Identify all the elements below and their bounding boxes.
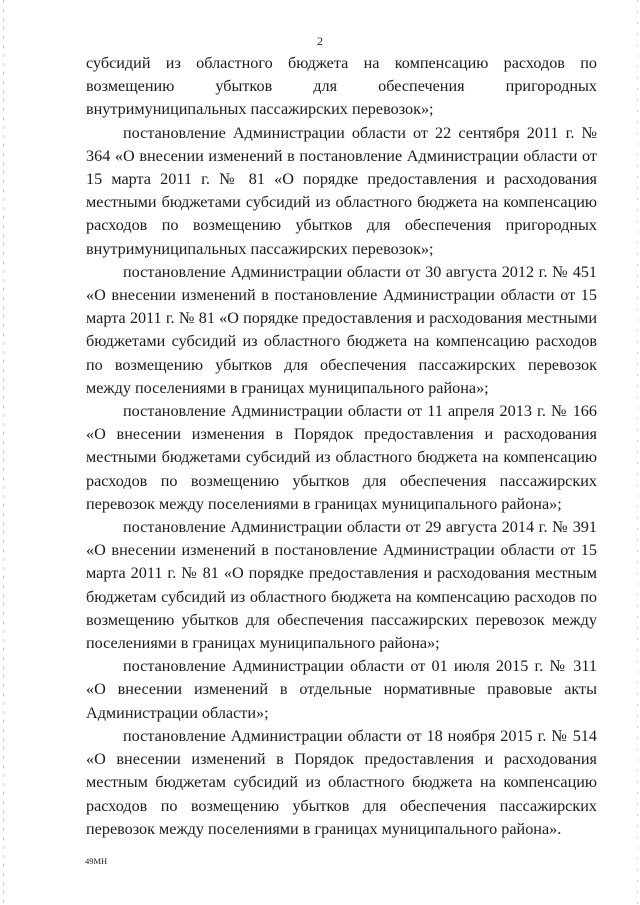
document-code: 49МН (85, 856, 108, 866)
paragraph-resolution-514: постановление Администрации области от 18 ноября 2015 г. № 514 «О внесении изменений в Порядок предоставления и расходования местным бюджетам субсидий из областного бюджета на компенсацию расходов по возмещению убытков для обеспечения пассажирских перевозок между поселениями в границах муниципального района». (86, 726, 597, 838)
scan-edge-left (3, 0, 4, 905)
paragraph-resolution-311: постановление Администрации области от 01 июля 2015 г. № 311 «О внесении изменений в отдельные нормативные правовые акты Администрации области»; (86, 657, 597, 722)
paragraph-continuation: субсидий из областного бюджета на компенсацию расходов по возмещению убытков для обеспечения пригородных внутримуниципальных пассажирских перевозок»; (86, 54, 597, 119)
paragraph-resolution-451: постановление Администрации области от 30 августа 2012 г. № 451 «О внесении изменений в постановление Администрации области от 15 марта 2011 г. № 81 «О порядке предоставления и расходования местными бюджетами субсидий из областного бюджета на компенсацию расходов по возмещению убытков для обеспечения пассажирских перевозок между поселениями в границах муниципального района»; (86, 262, 597, 397)
paragraph-resolution-166: постановление Администрации области от 11 апреля 2013 г. № 166 «О внесении изменения в Порядок предоставления и расходования местными бюджетами субсидий из областного бюджета на компенсацию расходов по возмещению убытков для обеспечения пассажирских перевозок между поселениями в границах муниципального района»; (86, 402, 597, 513)
page-number: 2 (317, 34, 323, 48)
paragraph-resolution-364: постановление Администрации области от 22 сентября 2011 г. № 364 «О внесении изменений в постановление Администрации области от 15 марта 2011 г. № 81 «О порядке предоставления и расходования местными бюджетами субсидий из областного бюджета на компенсацию расходов по возмещению убытков для обеспечения пригородных внутримуниципальных пассажирских перевозок»; (86, 123, 597, 258)
document-body (86, 52, 597, 841)
scan-edge-right (637, 0, 638, 905)
paragraph-resolution-391: постановление Администрации области от 29 августа 2014 г. № 391 «О внесении изменений в постановление Администрации области от 15 марта 2011 г. № 81 «О порядке предоставления и расходования местным бюджетам субсидий из областного бюджета на компенсацию расходов по возмещению убытков для обеспечения пассажирских перевозок между поселениями в границах муниципального района»; (86, 518, 597, 653)
